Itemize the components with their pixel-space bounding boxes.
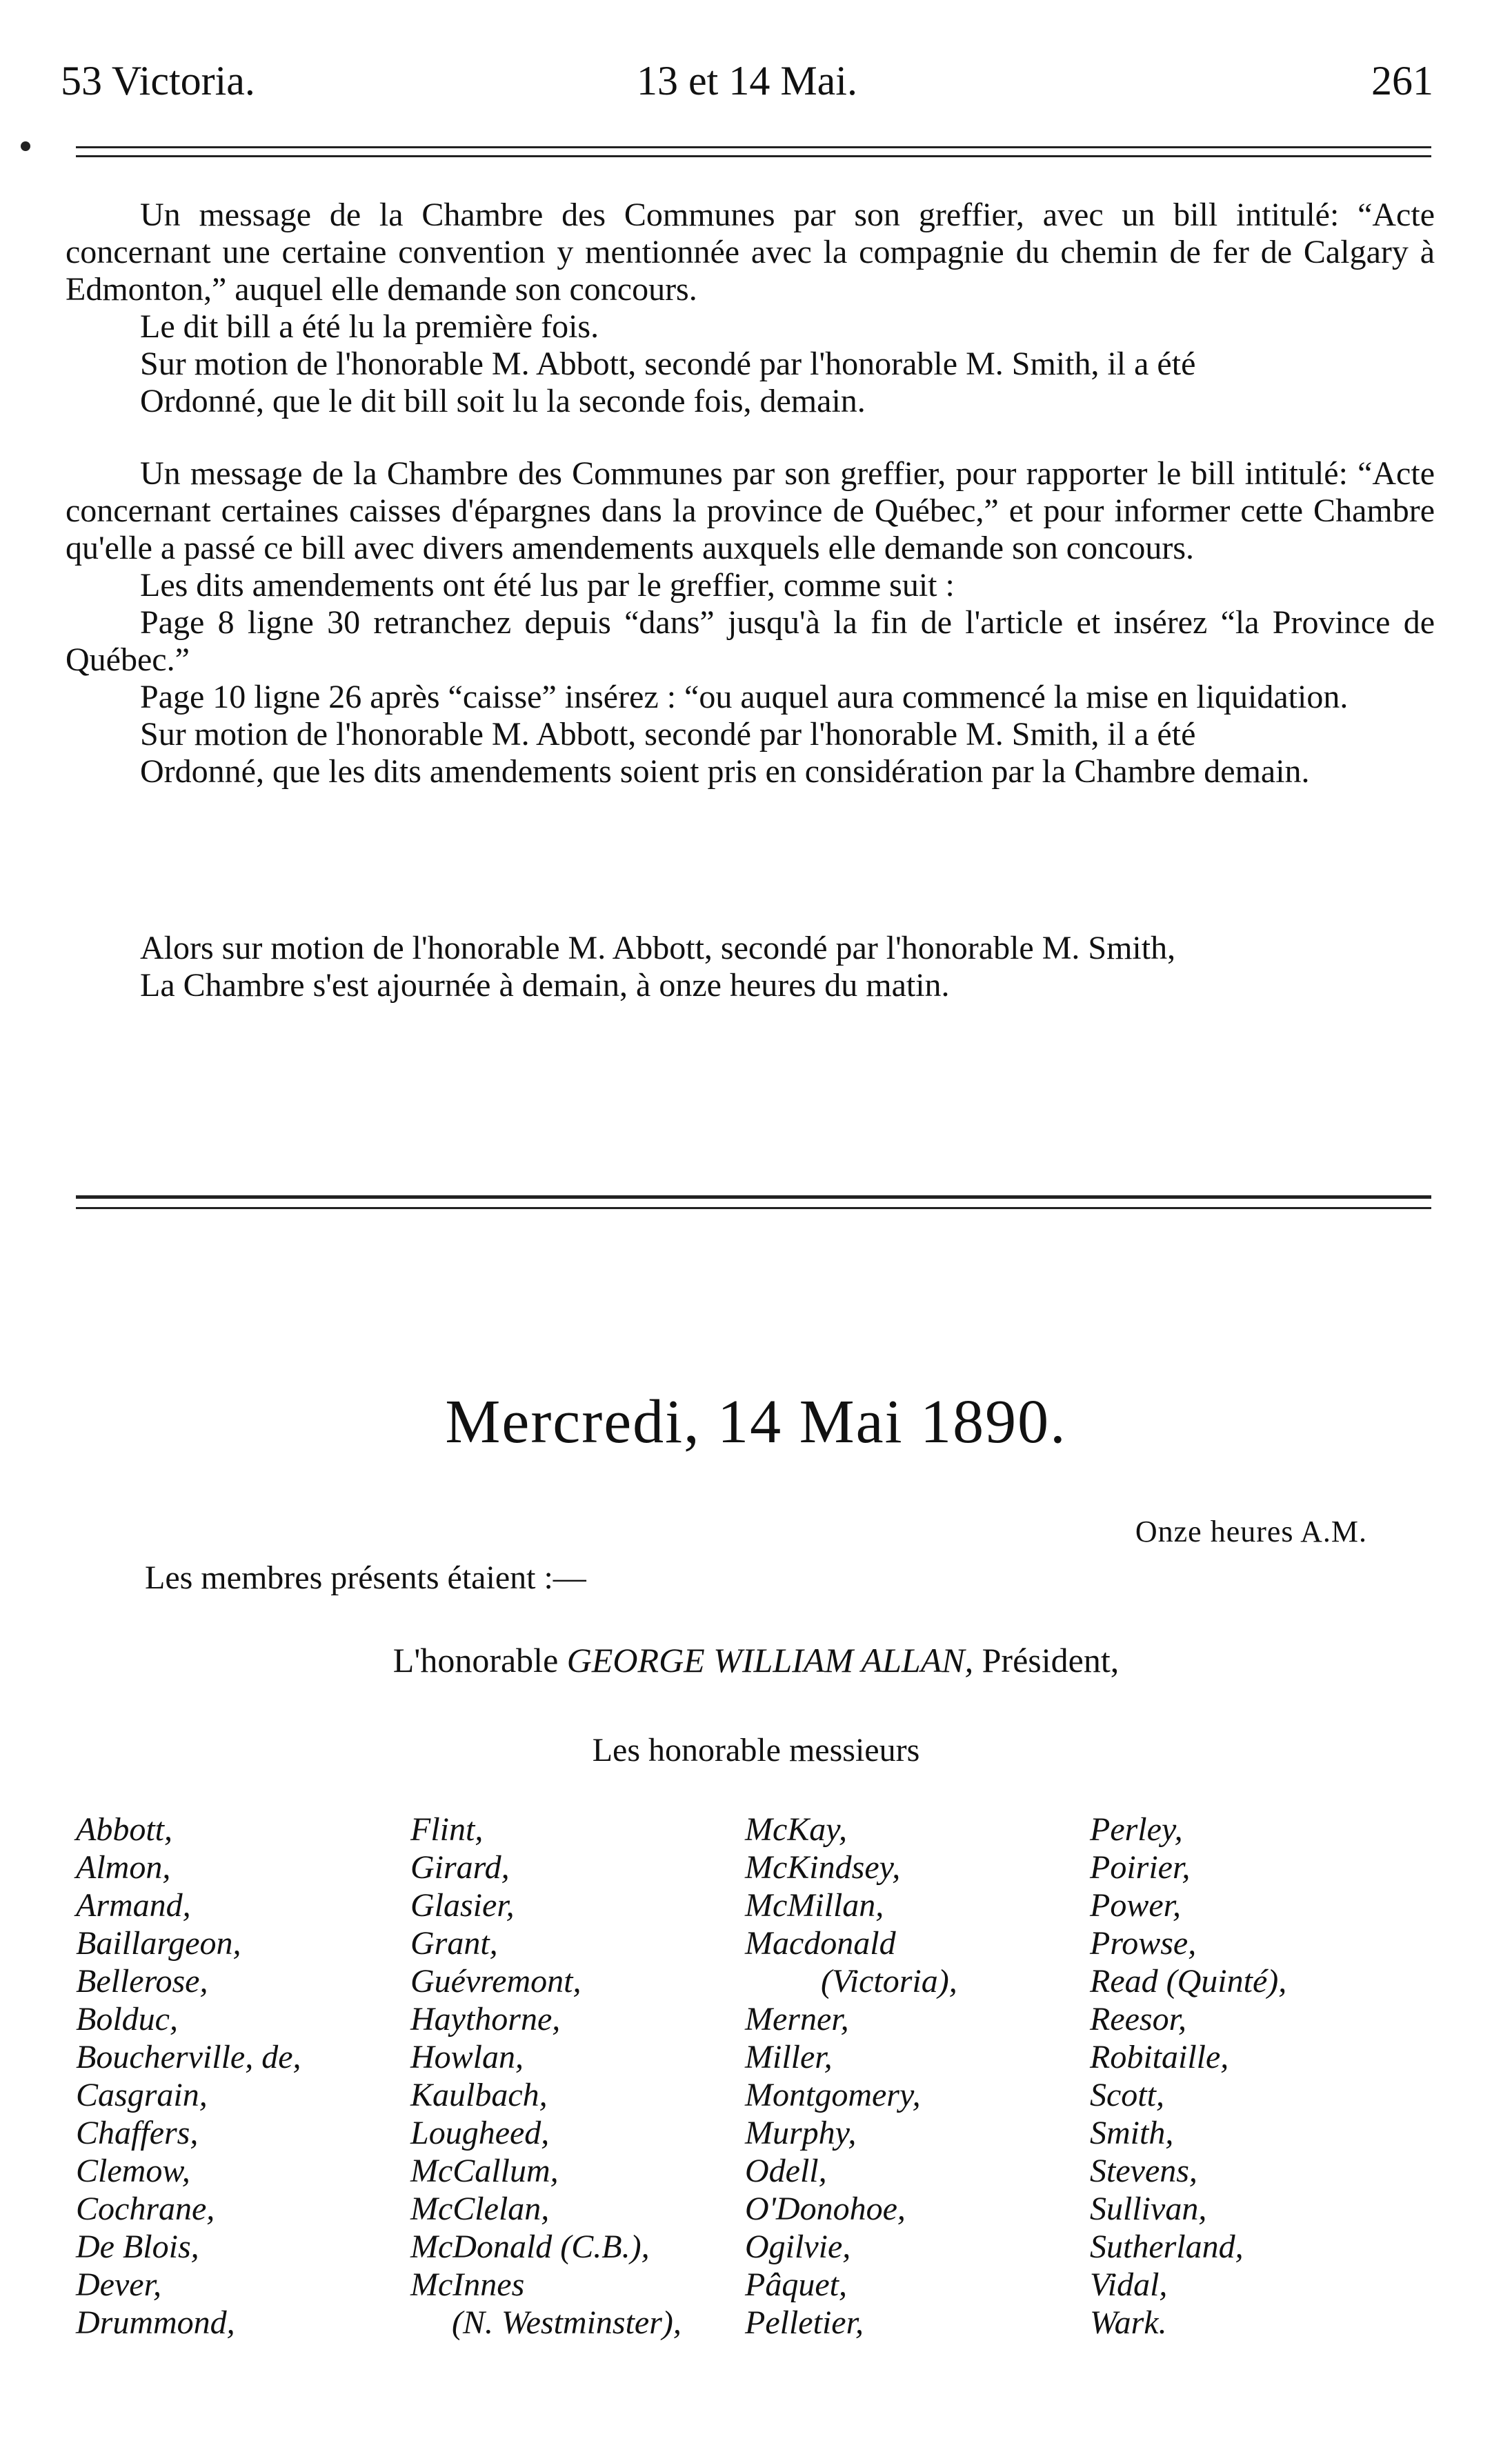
section-rule bbox=[76, 1195, 1431, 1209]
paragraph: Ordonné, que les dits amendements soient pris en considération par la Chambre demain. bbox=[140, 753, 1310, 790]
message-bill-savings-banks bbox=[66, 455, 1435, 790]
paragraph: La Chambre s'est ajournée à demain, à onze heures du matin. bbox=[140, 967, 950, 1004]
member-name: Casgrain, bbox=[76, 2077, 208, 2113]
member-name: McKay, bbox=[745, 1811, 847, 1848]
member-name: Murphy, bbox=[745, 2115, 857, 2151]
member-name: Odell, bbox=[745, 2153, 827, 2189]
member-name: Wark. bbox=[1090, 2304, 1167, 2341]
member-name: Cochrane, bbox=[76, 2191, 215, 2227]
member-name: Sutherland, bbox=[1090, 2229, 1244, 2265]
president-line bbox=[0, 1640, 1512, 1680]
paragraph: Sur motion de l'honorable M. Abbott, secondé par l'honorable M. Smith, il a été bbox=[140, 346, 1196, 382]
page-number: 261 bbox=[1371, 58, 1433, 103]
member-name: McMillan, bbox=[745, 1887, 884, 1924]
member-name: McClelan, bbox=[410, 2191, 550, 2227]
member-name: Vidal, bbox=[1090, 2266, 1168, 2303]
members-column-2 bbox=[410, 1811, 745, 2342]
paragraph: Un message de la Chambre des Communes par son greffier, pour rapporter le bill intitulé: “Acte concernant certaines caisses d'épargnes dans la province de Québec,” et pour informer cette Chambre qu'elle a passé ce bill avec divers amendements auxquels elle demande son concours. bbox=[66, 455, 1435, 566]
member-name: Guévremont, bbox=[410, 1963, 581, 2000]
member-name: Bellerose, bbox=[76, 1963, 208, 2000]
member-name: Montgomery, bbox=[745, 2077, 921, 2113]
member-name: Dever, bbox=[76, 2266, 161, 2303]
president-title: Président, bbox=[982, 1641, 1120, 1679]
paragraph: Sur motion de l'honorable M. Abbott, secondé par l'honorable M. Smith, il a été bbox=[140, 716, 1196, 752]
president-prefix: L'honorable bbox=[392, 1641, 559, 1679]
member-name: Clemow, bbox=[76, 2153, 190, 2189]
member-name: McCallum, bbox=[410, 2153, 559, 2189]
paragraph: Page 10 ligne 26 après “caisse” insérez : “ou auquel aura commencé la mise en liquidation. bbox=[140, 679, 1349, 715]
member-name: Girard, bbox=[410, 1849, 510, 1886]
members-column-4 bbox=[1090, 1811, 1428, 2342]
member-name: Scott, bbox=[1090, 2077, 1164, 2113]
member-name: Sullivan, bbox=[1090, 2191, 1207, 2227]
member-name: O'Donohoe, bbox=[745, 2191, 906, 2227]
member-name: Haythorne, bbox=[410, 2001, 561, 2037]
member-name: McDonald (C.B.), bbox=[410, 2229, 650, 2265]
member-name: Flint, bbox=[410, 1811, 484, 1848]
members-column-3 bbox=[745, 1811, 1090, 2342]
adjournment bbox=[66, 930, 1435, 1004]
paragraph: Alors sur motion de l'honorable M. Abbott, secondé par l'honorable M. Smith, bbox=[140, 930, 1176, 966]
member-name: Pâquet, bbox=[745, 2266, 847, 2303]
member-name: De Blois, bbox=[76, 2229, 199, 2265]
members-column-1 bbox=[76, 1811, 410, 2342]
member-name: Glasier, bbox=[410, 1887, 515, 1924]
member-name: McKindsey, bbox=[745, 1849, 901, 1886]
member-name: Baillargeon, bbox=[76, 1925, 241, 1962]
paragraph: Ordonné, que le dit bill soit lu la seconde fois, demain. bbox=[140, 383, 866, 419]
member-name: Robitaille, bbox=[1090, 2039, 1229, 2075]
member-name: Howlan, bbox=[410, 2039, 524, 2075]
message-bill-calgary-edmonton bbox=[66, 197, 1435, 420]
member-name: Stevens, bbox=[1090, 2153, 1197, 2189]
paragraph: Le dit bill a été lu la première fois. bbox=[140, 308, 599, 345]
member-name: (N. Westminster), bbox=[452, 2304, 682, 2341]
members-heading: Les honorable messieurs bbox=[592, 1732, 920, 1768]
header-dates: 13 et 14 Mai. bbox=[637, 58, 857, 103]
member-name: Poirier, bbox=[1090, 1849, 1191, 1886]
member-name: Pelletier, bbox=[745, 2304, 864, 2341]
members-present-label: Les membres présents étaient :— bbox=[145, 1559, 586, 1596]
sitting-date-title: Mercredi, 14 Mai 1890. bbox=[445, 1388, 1067, 1456]
member-name: Merner, bbox=[745, 2001, 849, 2037]
member-name: Reesor, bbox=[1090, 2001, 1186, 2037]
member-name: Armand, bbox=[76, 1887, 191, 1924]
member-name: Power, bbox=[1090, 1887, 1181, 1924]
member-name: Read (Quinté), bbox=[1090, 1963, 1287, 2000]
president-name: GEORGE WILLIAM ALLAN, bbox=[566, 1641, 974, 1679]
member-name: Macdonald bbox=[745, 1925, 896, 1962]
member-name: Abbott, bbox=[76, 1811, 172, 1848]
member-name: Miller, bbox=[745, 2039, 833, 2075]
page-header bbox=[61, 50, 1433, 112]
member-name: McInnes bbox=[410, 2266, 525, 2303]
member-name: Boucherville, de, bbox=[76, 2039, 301, 2075]
member-name: Smith, bbox=[1090, 2115, 1174, 2151]
member-name: Prowse, bbox=[1090, 1925, 1197, 1962]
paragraph: Les dits amendements ont été lus par le greffier, comme suit : bbox=[140, 567, 955, 604]
members-list bbox=[76, 1811, 1428, 2342]
member-name: Almon, bbox=[76, 1849, 171, 1886]
member-name: Grant, bbox=[410, 1925, 498, 1962]
paragraph: Un message de la Chambre des Communes par son greffier, avec un bill intitulé: “Acte concernant une certaine convention y mentionnée avec la compagnie du chemin de fer de Calgary à Edmonton,” auquel elle demande son concours. bbox=[66, 197, 1435, 308]
member-name: (Victoria), bbox=[821, 1963, 957, 2000]
member-name: Bolduc, bbox=[76, 2001, 178, 2037]
sitting-time: Onze heures A.M. bbox=[1135, 1515, 1367, 1548]
margin-dot bbox=[21, 141, 30, 151]
member-name: Chaffers, bbox=[76, 2115, 199, 2151]
header-rule bbox=[76, 146, 1431, 157]
header-regnal-year: 53 Victoria. bbox=[61, 58, 255, 103]
paragraph: Page 8 ligne 30 retranchez depuis “dans” jusqu'à la fin de l'article et insérez “la Province de Québec.” bbox=[66, 604, 1435, 678]
member-name: Lougheed, bbox=[410, 2115, 550, 2151]
member-name: Ogilvie, bbox=[745, 2229, 851, 2265]
member-name: Perley, bbox=[1090, 1811, 1183, 1848]
member-name: Drummond, bbox=[76, 2304, 235, 2341]
member-name: Kaulbach, bbox=[410, 2077, 548, 2113]
